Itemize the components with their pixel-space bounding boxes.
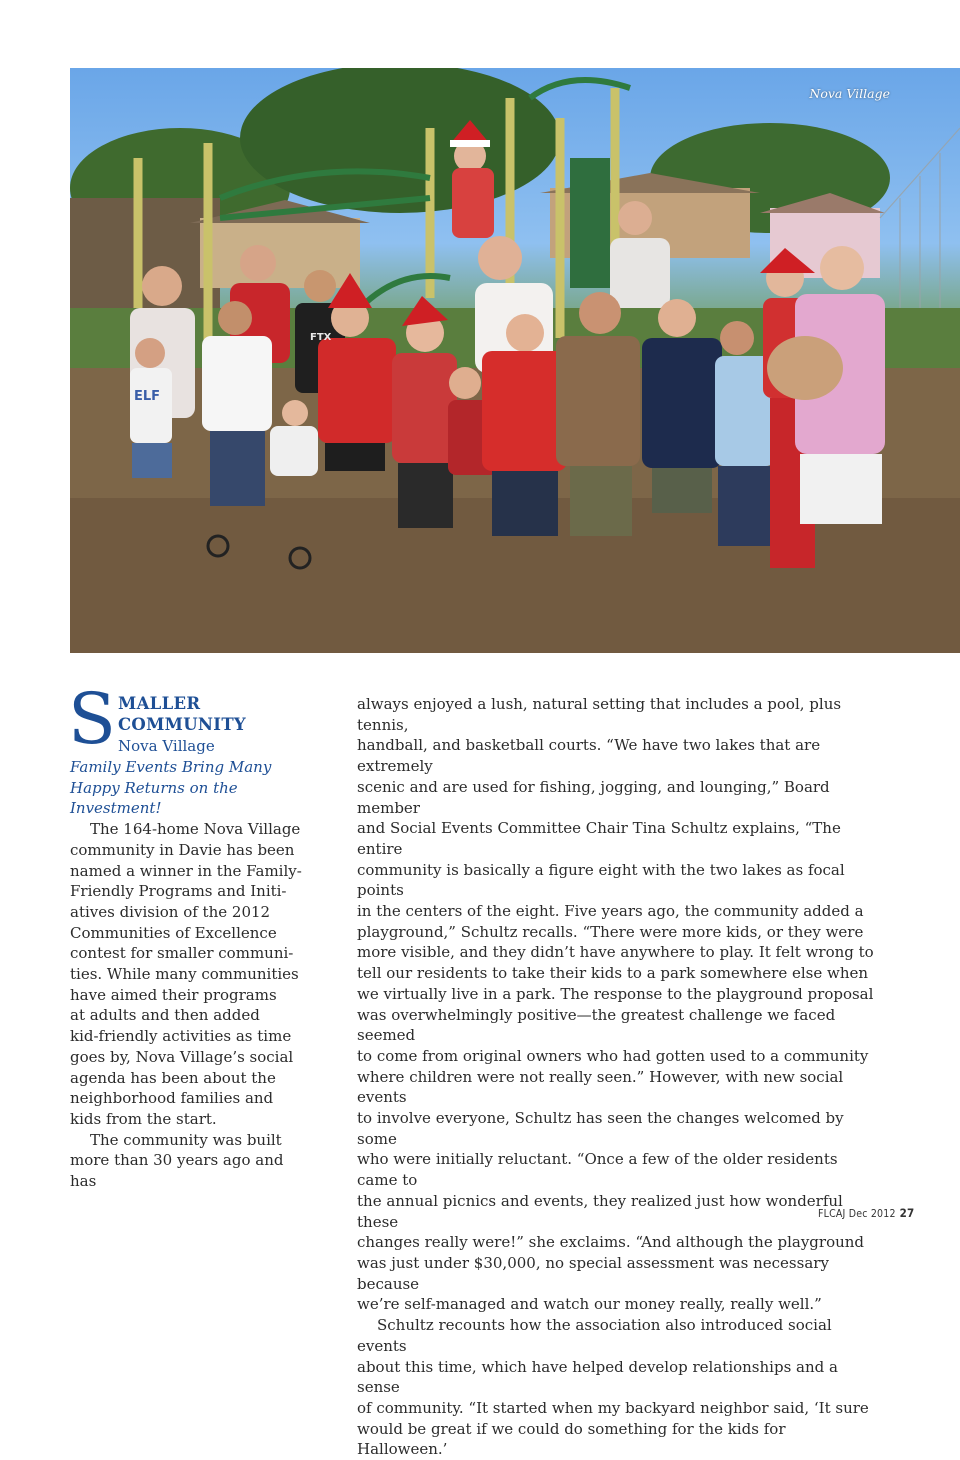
body-line: where children were not really seen.” However, with new social events bbox=[357, 1067, 844, 1107]
body-line: Schultz recounts how the association also introduced social events bbox=[357, 1316, 832, 1355]
body-line: at adults and then added bbox=[70, 1006, 260, 1025]
kicker-line-1: Family Events Bring Many bbox=[70, 758, 272, 776]
body-line: The community was built bbox=[90, 1130, 282, 1149]
shirt-text-ftx: FTX bbox=[310, 332, 332, 343]
headline-line-1: MALLER bbox=[118, 694, 201, 713]
body-line: changes really were!” she exclaims. “And although the playground bbox=[357, 1233, 865, 1252]
photo-caption: Nova Village bbox=[809, 86, 890, 101]
body-line: Friendly Programs and Initi- bbox=[70, 882, 287, 901]
body-line: contest for smaller communi- bbox=[70, 944, 294, 963]
body-line: more than 30 years ago and has bbox=[70, 1151, 284, 1191]
page-number: 27 bbox=[899, 1206, 915, 1220]
body-line: always enjoyed a lush, natural setting that includes a pool, plus tennis, bbox=[357, 695, 842, 734]
photo-illustration bbox=[70, 68, 960, 653]
body-line: named a winner in the Family- bbox=[70, 861, 302, 880]
left-column bbox=[68, 678, 302, 1192]
publication-label: FLCAJ Dec 2012 bbox=[818, 1208, 896, 1220]
body-line: neighborhood families and bbox=[70, 1089, 274, 1108]
body-line: more visible, and they didn’t have anywhere to play. It felt wrong to bbox=[357, 943, 874, 962]
body-line: goes by, Nova Village’s social bbox=[70, 1047, 294, 1066]
kicker-line-3: Investment! bbox=[70, 799, 162, 818]
group-photo bbox=[70, 68, 960, 653]
body-line: of community. “It started when my backyard neighbor said, ‘It sure bbox=[357, 1398, 869, 1417]
body-line: to involve everyone, Schultz has seen the changes welcomed by some bbox=[357, 1109, 844, 1148]
body-line: The 164-home Nova Village bbox=[90, 820, 301, 839]
subhead: Nova Village bbox=[118, 737, 215, 755]
body-line: was overwhelmingly positive—the greatest challenge we faced seemed bbox=[357, 1005, 836, 1045]
body-line: atives division of the 2012 bbox=[70, 902, 271, 921]
body-line: handball, and basketball courts. “We have two lakes that are extremely bbox=[357, 736, 821, 776]
article-header bbox=[68, 678, 302, 760]
kicker-line-2: Happy Returns on the bbox=[70, 778, 238, 797]
body-line: agenda has been about the bbox=[70, 1068, 276, 1087]
body-line: scenic and are used for fishing, jogging, and lounging,” Board member bbox=[357, 777, 830, 817]
body-line: community in Davie has been bbox=[70, 840, 295, 859]
body-line: and Social Events Committee Chair Tina Schultz explains, “The entire bbox=[357, 819, 841, 858]
headline-line-2: COMMUNITY bbox=[118, 715, 246, 734]
drop-cap: S bbox=[68, 678, 116, 760]
body-line: would be great if we could do something for the kids for Halloween.’ bbox=[357, 1419, 786, 1459]
body-line: the annual picnics and events, they realized just how wonderful these bbox=[357, 1191, 843, 1231]
body-line: about this time, which have helped develop relationships and a sense bbox=[357, 1357, 838, 1397]
body-line: we virtually live in a park. The response to the playground proposal bbox=[357, 984, 874, 1003]
body-line: was just under $30,000, no special assessment was necessary because bbox=[357, 1253, 829, 1293]
body-line: playground,” Schultz recalls. “There were more kids, or they were bbox=[357, 922, 864, 941]
body-line: kids from the start. bbox=[70, 1109, 217, 1128]
body-line: in the centers of the eight. Five years ago, the community added a bbox=[357, 902, 864, 921]
body-line: kid-friendly activities as time bbox=[70, 1027, 292, 1046]
body-line: we’re self-managed and watch our money really, really well.” bbox=[357, 1295, 822, 1314]
shirt-text-elf: ELF bbox=[134, 389, 161, 404]
body-line: community is basically a figure eight with the two lakes as focal points bbox=[357, 860, 845, 900]
page-footer bbox=[818, 1206, 914, 1220]
body-line: who were initially reluctant. “Once a few of the older residents came to bbox=[357, 1150, 838, 1190]
body-line: have aimed their programs bbox=[70, 985, 277, 1004]
body-line: Communities of Excellence bbox=[70, 923, 277, 942]
right-column bbox=[357, 694, 877, 1460]
body-line: tell our residents to take their kids to a park somewhere else when bbox=[357, 964, 869, 983]
body-line: ties. While many communities bbox=[70, 965, 299, 984]
body-line: to come from original owners who had gotten used to a community bbox=[357, 1046, 869, 1065]
